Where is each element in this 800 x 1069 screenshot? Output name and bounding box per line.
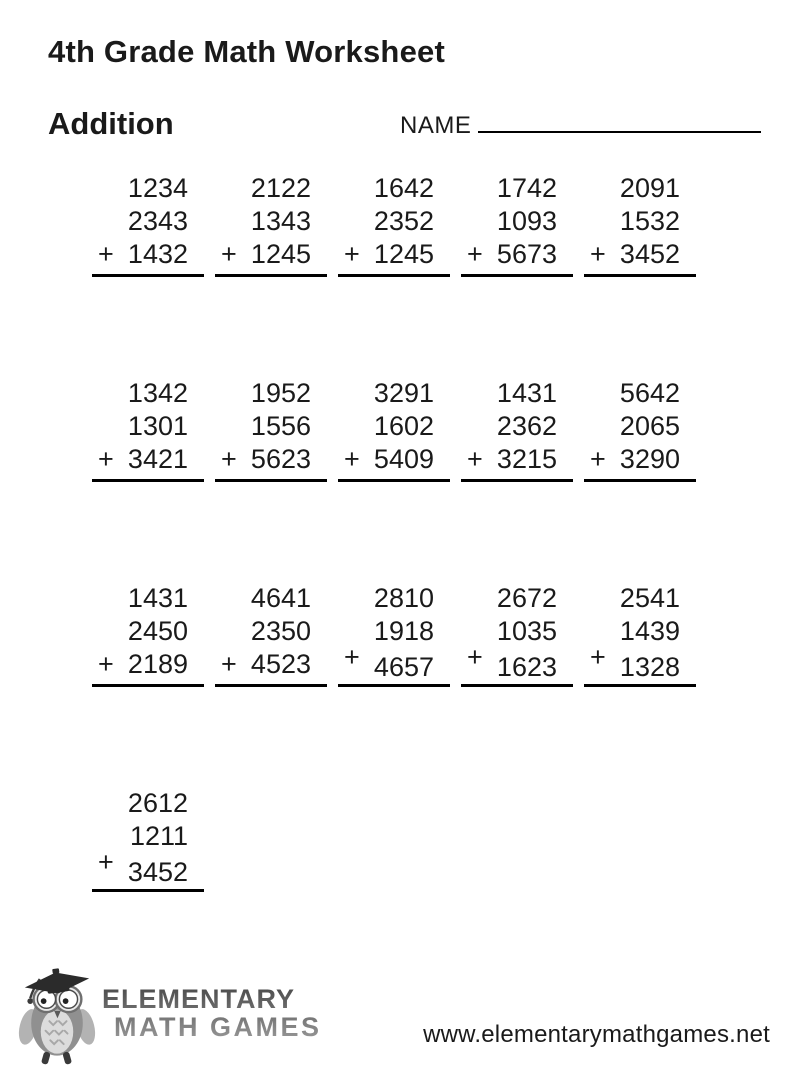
addend: 4523 [250,649,311,679]
addend: 1234 [127,173,188,203]
addend: 4657 [373,652,434,682]
addend: 1342 [127,378,188,408]
addition-problem-15 [584,582,696,687]
answer-line[interactable] [338,479,450,482]
name-underline[interactable] [478,130,761,133]
addend: 1301 [127,411,188,441]
plus-operator: + [590,239,606,269]
addend: 1093 [496,206,557,236]
answer-line[interactable] [584,684,696,687]
footer [0,961,800,1069]
plus-operator: + [221,239,237,269]
answer-line[interactable] [92,479,204,482]
section-label: Addition [48,106,174,141]
addition-problem-14 [461,582,573,687]
answer-line[interactable] [92,684,204,687]
plus-operator: + [344,642,360,672]
plus-operator: + [467,444,483,474]
plus-operator: + [590,642,606,672]
addend: 1245 [373,239,434,269]
addend: 1642 [373,173,434,203]
addend: 5409 [373,444,434,474]
addend: 2612 [127,788,188,818]
page-title: 4th Grade Math Worksheet [48,34,445,69]
addend: 2362 [496,411,557,441]
addition-problem-11 [92,582,204,687]
addend: 1328 [619,652,680,682]
plus-operator: + [344,239,360,269]
answer-line[interactable] [461,274,573,277]
elementary-math-games-logo [14,963,322,1065]
plus-operator: + [221,649,237,679]
addition-problem-6 [92,377,204,482]
answer-line[interactable] [92,274,204,277]
addend: 1432 [127,239,188,269]
addend: 2091 [619,173,680,203]
answer-line[interactable] [215,479,327,482]
website-url: www.elementarymathgames.net [423,1021,770,1048]
addend: 5673 [496,239,557,269]
addend: 3291 [373,378,434,408]
addition-problem-9 [461,377,573,482]
answer-line[interactable] [215,684,327,687]
plus-operator: + [467,642,483,672]
addend: 4641 [250,583,311,613]
addend: 1343 [250,206,311,236]
addition-problem-2 [215,172,327,277]
addition-problem-4 [461,172,573,277]
plus-operator: + [98,649,114,679]
plus-operator: + [590,444,606,474]
addend: 5642 [619,378,680,408]
addition-problem-3 [338,172,450,277]
addend: 1556 [250,411,311,441]
addend: 2672 [496,583,557,613]
addend: 2350 [250,616,311,646]
name-label: NAME [400,112,472,139]
answer-line[interactable] [338,274,450,277]
addend: 2122 [250,173,311,203]
answer-line[interactable] [338,684,450,687]
addend: 2450 [127,616,188,646]
addition-problem-7 [215,377,327,482]
name-field [400,112,761,140]
plus-operator: + [98,239,114,269]
addend: 1532 [619,206,680,236]
addend: 2810 [373,583,434,613]
addend: 1918 [373,616,434,646]
addend: 2065 [619,411,680,441]
answer-line[interactable] [461,479,573,482]
addend: 1431 [127,583,188,613]
addend: 1952 [250,378,311,408]
addition-problem-10 [584,377,696,482]
addition-problem-5 [584,172,696,277]
logo-text [102,986,322,1041]
plus-operator: + [98,847,114,877]
owl-graduation-cap-icon [14,963,100,1065]
answer-line[interactable] [215,274,327,277]
addend: 3421 [127,444,188,474]
addition-problem-1 [92,172,204,277]
worksheet-subheader [48,102,752,142]
plus-operator: + [467,239,483,269]
addend: 5623 [250,444,311,474]
addend: 2541 [619,583,680,613]
plus-operator: + [344,444,360,474]
addend: 3452 [619,239,680,269]
answer-line[interactable] [92,889,204,892]
addend: 1742 [496,173,557,203]
addition-problem-8 [338,377,450,482]
logo-text-line1: ELEMENTARY [102,984,296,1015]
addend: 1035 [496,616,557,646]
addition-problem-16 [92,787,204,892]
answer-line[interactable] [584,479,696,482]
answer-line[interactable] [461,684,573,687]
logo-text-line2: MATH GAMES [114,1012,322,1042]
plus-operator: + [98,444,114,474]
plus-operator: + [221,444,237,474]
addend: 1602 [373,411,434,441]
addend: 2352 [373,206,434,236]
addend: 3290 [619,444,680,474]
addend: 1439 [619,616,680,646]
answer-line[interactable] [584,274,696,277]
addend: 1431 [496,378,557,408]
addend: 3215 [496,444,557,474]
addend: 2343 [127,206,188,236]
addend: 2189 [127,649,188,679]
addend: 3452 [127,857,188,887]
addition-problem-12 [215,582,327,687]
addend: 1623 [496,652,557,682]
addend: 1245 [250,239,311,269]
addition-problem-13 [338,582,450,687]
addend: 1211 [129,821,188,851]
problems-grid [0,172,800,892]
